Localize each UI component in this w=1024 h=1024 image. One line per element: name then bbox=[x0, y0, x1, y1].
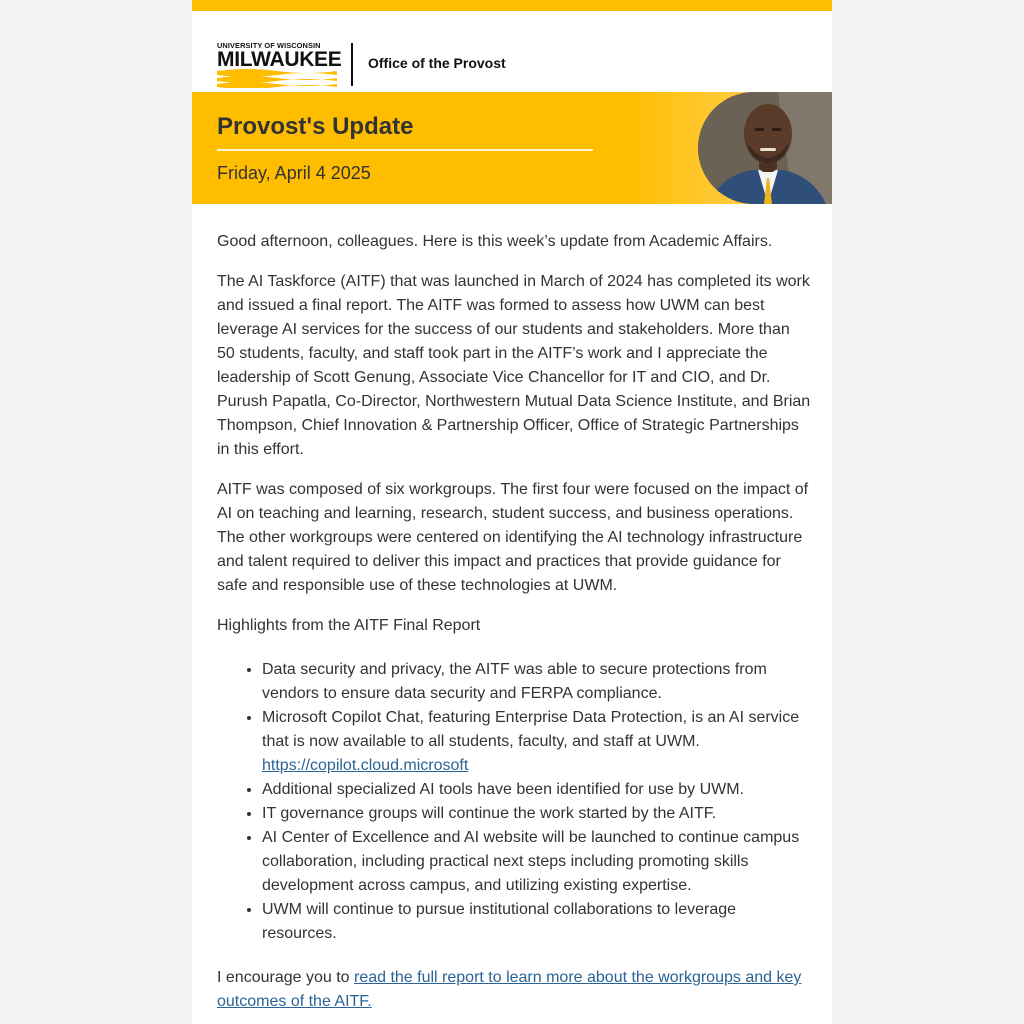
banner-underline bbox=[217, 149, 593, 151]
list-item-text: Microsoft Copilot Chat, featuring Enterprise Data Protection, is an AI service that is now available to all students, faculty, and staff at UWM. bbox=[262, 709, 800, 750]
brand-header bbox=[192, 11, 832, 92]
list-item: • Data security and privacy, the AITF was able to secure protections from vendors to ensure data security and FERPA compliance. bbox=[262, 658, 812, 706]
closing-paragraph bbox=[217, 966, 811, 1014]
full-report-link[interactable]: read the full report to learn more about the workgroups and key outcomes of the AITF. bbox=[217, 969, 802, 1010]
closing-text: I encourage you to bbox=[217, 969, 354, 986]
workgroups-paragraph: AITF was composed of six workgroups. The first four were focused on the impact of AI on teaching and learning, research, student success, and business operations. The other workgroups were centered on identifying the AI technology infrastructure and talent required to deliver this impact and practices that provide guidance for safe and responsible use of these technologies at UWM. bbox=[217, 481, 809, 594]
aitf-intro-paragraph: The AI Taskforce (AITF) that was launched in March of 2024 has completed its work and issued a final report. The AITF was formed to assess how UWM can best leverage AI services for the success of our students and stakeholders. More than 50 students, faculty, and staff took part in the AITF’s work and I appreciate the leadership of Scott Genung, Associate Vice Chancellor for IT and CIO, and Dr. Purush Papatla, Co-Director, Northwestern Mutual Data Science Institute, and Brian Thompson, Chief Innovation & Partnership Officer, Office of Strategic Partnerships in this effort. bbox=[217, 273, 811, 458]
highlights-list bbox=[217, 658, 812, 946]
banner-title: Provost's Update bbox=[217, 113, 414, 140]
office-title: Office of the Provost bbox=[368, 55, 506, 71]
logo-university-text: UNIVERSITY OF WISCONSIN bbox=[217, 41, 321, 50]
provost-banner bbox=[192, 92, 832, 204]
list-item: • UWM will continue to pursue institutional collaborations to leverage resources. bbox=[262, 898, 812, 946]
logo-waves-icon bbox=[217, 68, 337, 88]
highlights-heading: Highlights from the AITF Final Report bbox=[217, 617, 481, 634]
list-item bbox=[262, 706, 812, 778]
logo-milwaukee-text: MILWAUKEE bbox=[217, 48, 342, 71]
provost-portrait bbox=[698, 92, 832, 204]
list-item: • AI Center of Excellence and AI website will be launched to continue campus collaboration, including practical next steps including promoting skills development across campus, and utilizing existing expertise. bbox=[262, 826, 812, 898]
copilot-link[interactable]: https://copilot.cloud.microsoft bbox=[262, 757, 469, 774]
uwm-logo[interactable] bbox=[217, 41, 342, 88]
top-gold-bar bbox=[192, 0, 832, 11]
list-item: • Additional specialized AI tools have been identified for use by UWM. bbox=[262, 778, 812, 802]
header-divider bbox=[351, 43, 353, 86]
portrait-illustration bbox=[698, 92, 832, 204]
greeting-text: Good afternoon, colleagues. Here is this week’s update from Academic Affairs. bbox=[217, 233, 773, 250]
banner-date: Friday, April 4 2025 bbox=[217, 163, 371, 183]
list-item: • IT governance groups will continue the work started by the AITF. bbox=[262, 802, 812, 826]
email-container bbox=[192, 0, 832, 1024]
